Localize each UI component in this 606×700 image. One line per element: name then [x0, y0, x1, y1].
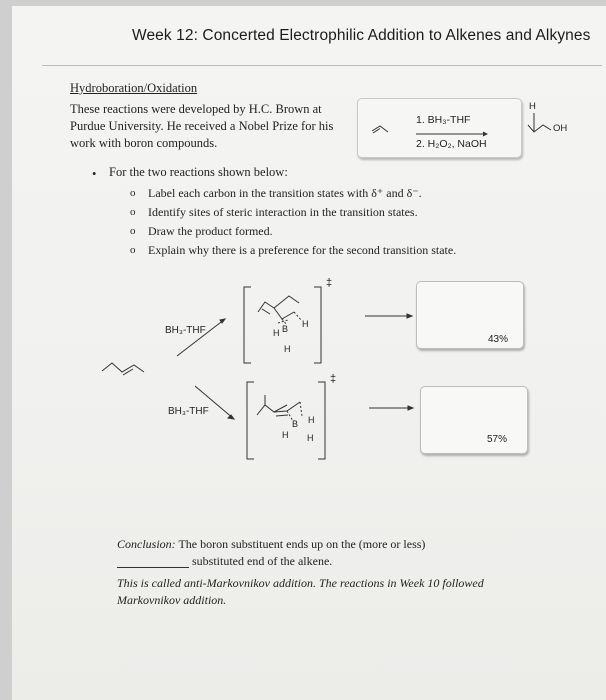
intro-line: Purdue University. He received a Nobel Prize for his — [70, 119, 334, 133]
ts-top-h-right: H — [302, 319, 309, 329]
sub-bullet: o — [130, 225, 136, 237]
ts-bottom-h-right: H — [308, 415, 315, 425]
bullet-dot: • — [92, 167, 97, 181]
intro-line: work with boron compounds. — [70, 136, 218, 150]
conclusion-label: Conclusion: — [117, 537, 176, 551]
bottom-ts-structure — [257, 395, 302, 421]
sub-bullet: o — [130, 244, 136, 256]
reaction-scheme-drawing — [12, 6, 606, 700]
conclusion-note-1: This is called anti-Markovnikov addition. The reactions in Week 10 followed — [117, 576, 484, 590]
conclusion-text-2: substituted end of the alkene. — [192, 554, 333, 568]
instructions-lead: For the two reactions shown below: — [109, 165, 288, 179]
arrow-top-to-product — [365, 314, 412, 318]
starting-alkene-structure — [102, 363, 144, 375]
double-dagger-bottom: ‡ — [330, 373, 337, 385]
ts-top-h-bottom: H — [284, 344, 291, 354]
product-oh-label: OH — [553, 123, 568, 134]
sub-bullet: o — [130, 187, 136, 199]
fill-in-blank[interactable] — [117, 567, 189, 568]
worksheet-page — [12, 6, 606, 700]
double-dagger-top: ‡ — [326, 277, 333, 289]
ts-top-h-left: H — [273, 328, 280, 338]
top-ts-structure — [258, 296, 302, 325]
yield-bottom: 57% — [487, 434, 508, 445]
sub-bullet: o — [130, 206, 136, 218]
reagent-top: BH₃-THF — [165, 325, 206, 336]
yield-top: 43% — [488, 334, 509, 345]
ts-bottom-boron: B — [292, 419, 299, 429]
conclusion-line-1 — [117, 537, 425, 552]
instruction-item: Label each carbon in the transition states with δ⁺ and δ⁻. — [148, 186, 422, 200]
product-answer-box-bottom[interactable] — [420, 386, 528, 454]
section-heading: Hydroboration/Oxidation — [70, 81, 198, 95]
page-title: Week 12: Concerted Electrophilic Addition to Alkenes and Alkynes — [132, 27, 591, 44]
reagent-step-1: 1. BH₃-THF — [416, 114, 471, 126]
instruction-item: Explain why there is a preference for the second transition state. — [148, 243, 457, 257]
conclusion-note-2: Markovnikov addition. — [117, 593, 227, 607]
reagent-bottom: BH₃-THF — [168, 406, 209, 417]
ts-top-boron: B — [282, 324, 289, 334]
product-h-label: H — [529, 101, 536, 112]
conclusion-text-1: The boron substituent ends up on the (more or less) — [178, 537, 426, 551]
instruction-item: Identify sites of steric interaction in the transition states. — [148, 205, 418, 219]
ts-bottom-h-bottom: H — [307, 433, 314, 443]
intro-line: These reactions were developed by H.C. Brown at — [70, 102, 322, 116]
ts-bottom-h-left: H — [282, 430, 289, 440]
arrow-bottom-to-product — [369, 406, 413, 410]
instruction-item: Draw the product formed. — [148, 224, 273, 238]
reagent-step-2: 2. H₂O₂, NaOH — [416, 138, 487, 150]
